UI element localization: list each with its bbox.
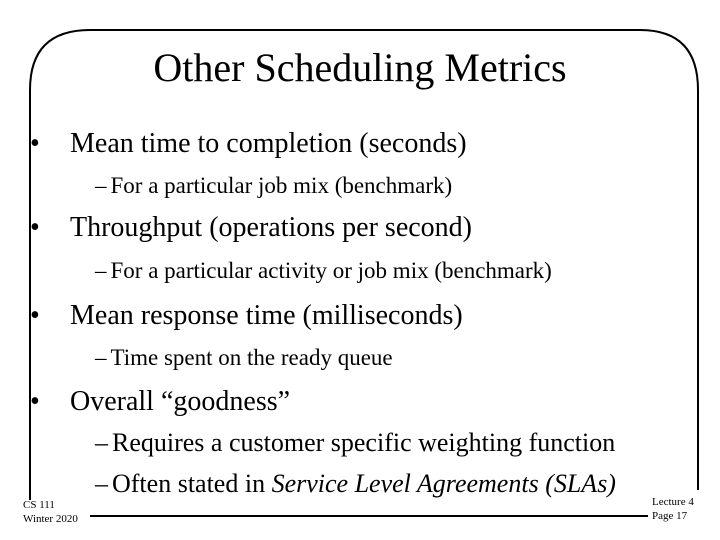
- slide-title: Other Scheduling Metrics: [153, 45, 567, 90]
- bullet-dot: •: [30, 300, 40, 331]
- bullet-dot: •: [30, 386, 40, 417]
- bullet-overall-goodness: [30, 386, 290, 418]
- footer-term: Winter 2020: [23, 513, 78, 525]
- bullet-text: Throughput (operations per second): [70, 212, 472, 243]
- sub-bullet-dash: –: [95, 469, 108, 498]
- sub-bullet-weighting-function: [95, 428, 615, 458]
- sub-bullet-text: Requires a customer specific weighting function: [112, 428, 616, 457]
- sub-bullet-text: Time spent on the ready queue: [110, 345, 393, 370]
- sub-bullet-slas: [95, 469, 616, 499]
- sub-bullet-dash: –: [95, 345, 107, 370]
- sub-bullet-dash: –: [95, 258, 107, 283]
- sub-bullet-text-prefix: Often stated in: [112, 469, 272, 498]
- bullet-dot: •: [30, 212, 40, 243]
- bullet-text: Mean response time (milliseconds): [70, 300, 463, 331]
- sub-bullet-job-mix: [95, 172, 452, 200]
- sub-bullet-activity-job-mix: [95, 257, 552, 285]
- sub-bullet-dash: –: [95, 428, 108, 457]
- footer-lecture: Lecture 4: [652, 496, 694, 508]
- bullet-mean-response-time: [30, 300, 463, 332]
- sub-bullet-text: For a particular activity or job mix (benchmark): [110, 258, 552, 283]
- bullet-mean-time-to-completion: [30, 128, 467, 160]
- bullet-dot: •: [30, 128, 40, 159]
- sub-bullet-emphasis: Service Level Agreements (SLAs): [271, 469, 616, 498]
- sub-bullet-ready-queue: [95, 344, 393, 372]
- bullet-text: Overall “goodness”: [70, 386, 291, 417]
- footer-course: [23, 498, 78, 526]
- footer-page-number: Page 17: [652, 510, 688, 522]
- footer-page-info: [652, 495, 694, 523]
- sub-bullet-text: For a particular job mix (benchmark): [110, 173, 453, 198]
- bullet-text: Mean time to completion (seconds): [70, 128, 467, 159]
- bullet-throughput: [30, 212, 472, 244]
- sub-bullet-dash: –: [95, 173, 107, 198]
- footer-course-name: CS 111: [23, 499, 55, 511]
